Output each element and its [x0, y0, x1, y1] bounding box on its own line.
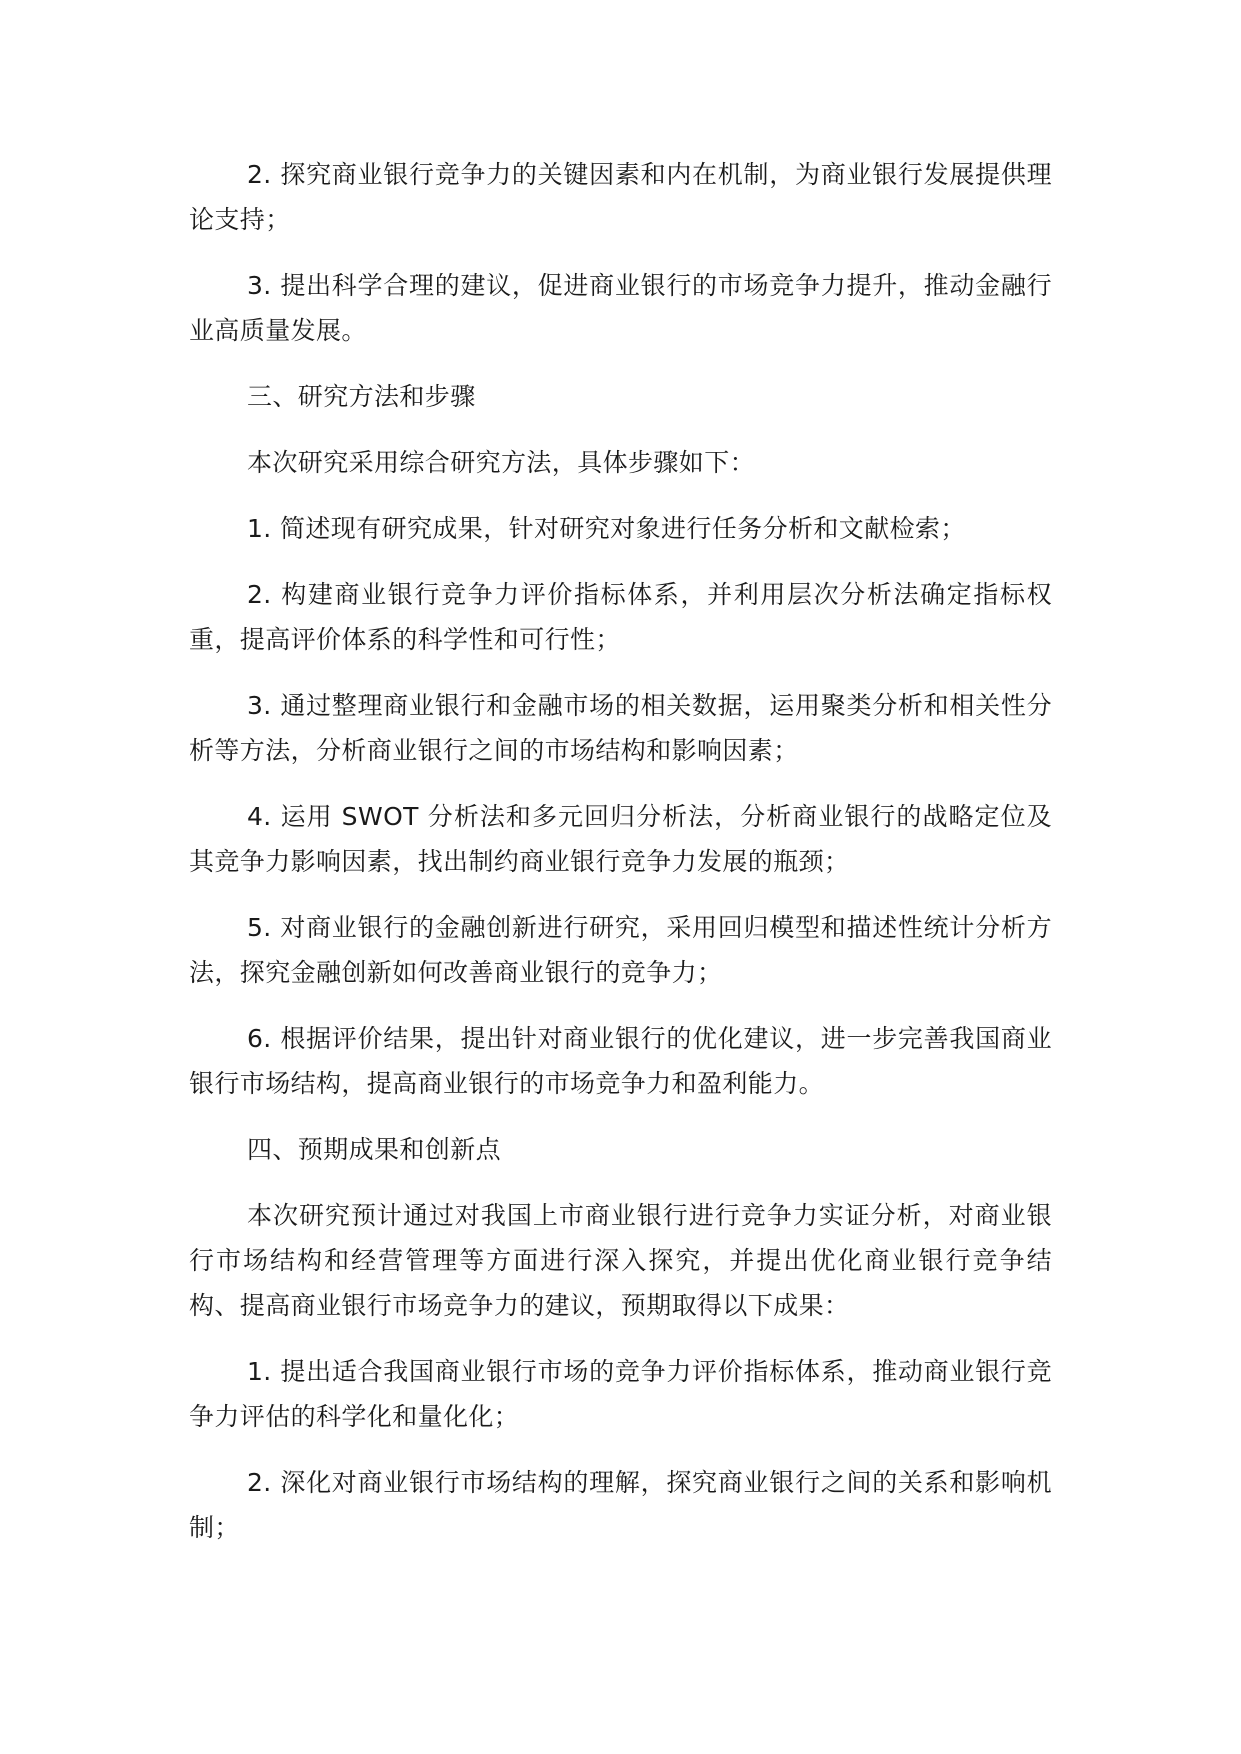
list-item-outcome-2: 2. 深化对商业银行市场结构的理解，探究商业银行之间的关系和影响机制； — [189, 1468, 1052, 1542]
list-item-step-4: 4. 运用 SWOT 分析法和多元回归分析法，分析商业银行的战略定位及其竞争力影响因素，找出制约商业银行竞争力发展的瓶颈； — [189, 802, 1052, 876]
list-item-goal-2: 2. 探究商业银行竞争力的关键因素和内在机制，为商业银行发展提供理论支持； — [189, 160, 1052, 234]
list-item-step-3: 3. 通过整理商业银行和金融市场的相关数据，运用聚类分析和相关性分析等方法，分析商业银行之间的市场结构和影响因素； — [189, 691, 1052, 765]
document-page — [189, 152, 1052, 1571]
list-item-step-5: 5. 对商业银行的金融创新进行研究，采用回归模型和描述性统计分析方法，探究金融创新如何改善商业银行的竞争力； — [189, 913, 1052, 987]
list-item-step-2: 2. 构建商业银行竞争力评价指标体系，并利用层次分析法确定指标权重，提高评价体系的科学性和可行性； — [189, 580, 1052, 654]
methods-intro: 本次研究采用综合研究方法，具体步骤如下： — [247, 448, 756, 477]
outcomes-intro: 本次研究预计通过对我国上市商业银行进行竞争力实证分析，对商业银行市场结构和经营管理等方面进行深入探究，并提出优化商业银行竞争结构、提高商业银行市场竞争力的建议，预期取得以下成果： — [189, 1201, 1052, 1320]
list-item-step-6: 6. 根据评价结果，提出针对商业银行的优化建议，进一步完善我国商业银行市场结构，提高商业银行的市场竞争力和盈利能力。 — [189, 1024, 1052, 1098]
section-heading-outcomes: 四、预期成果和创新点 — [247, 1135, 502, 1164]
list-item-step-1: 1. 简述现有研究成果，针对研究对象进行任务分析和文献检索； — [247, 514, 966, 543]
list-item-goal-3: 3. 提出科学合理的建议，促进商业银行的市场竞争力提升，推动金融行业高质量发展。 — [189, 271, 1052, 345]
section-heading-methods: 三、研究方法和步骤 — [247, 382, 476, 411]
list-item-outcome-1: 1. 提出适合我国商业银行市场的竞争力评价指标体系，推动商业银行竞争力评估的科学化和量化化； — [189, 1357, 1052, 1431]
